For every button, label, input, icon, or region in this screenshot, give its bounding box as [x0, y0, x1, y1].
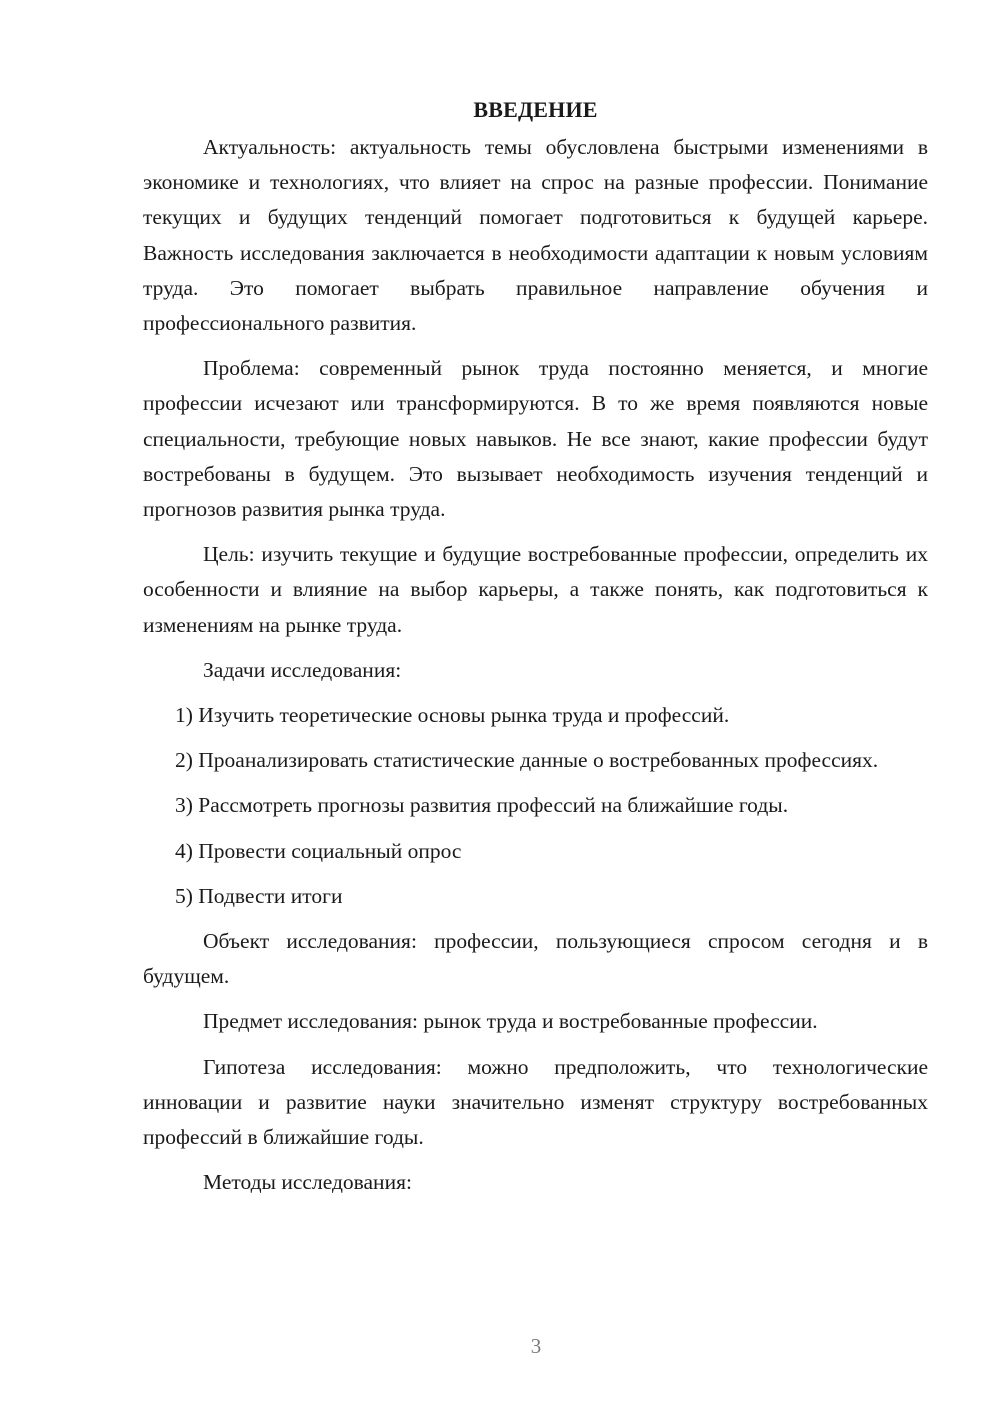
paragraph-problem: Проблема: современный рынок труда постоянно меняется, и многие профессии исчезают или трансформируются. В то же время появляются новые специальности, требующие новых навыков. Не все знают, какие профессии будут востребованы в будущем. Это вызывает необходимость изучения тенденций и прогнозов развития рынка труда. — [143, 356, 928, 522]
paragraph-goal: Цель: изучить текущие и будущие востребованные профессии, определить их особенности и влияние на выбор карьеры, а также понять, как подготовиться к изменениям на рынке труда. — [143, 542, 928, 637]
task-item-3: 3) Рассмотреть прогнозы развития профессий на ближайшие годы. — [175, 793, 789, 818]
paragraph-relevance: Актуальность: актуальность темы обусловлена быстрыми изменениями в экономике и технологиях, что влияет на спрос на разные профессии. Понимание текущих и будущих тенденций помогает подготовиться к будущей карьере. Важность исследования заключается в необходимости адаптации к новым условиям труда. Это помогает выбрать правильное направление обучения и профессионального развития. — [143, 135, 928, 336]
page-number: 3 — [530, 1334, 542, 1358]
paragraph-object: Объект исследования: профессии, пользующиеся спросом сегодня и в будущем. — [143, 929, 928, 989]
paragraph-tasks-heading: Задачи исследования: — [203, 657, 402, 682]
paragraph-methods: Методы исследования: — [203, 1170, 412, 1195]
document-page — [143, 92, 928, 1210]
page-title: ВВЕДЕНИЕ — [473, 97, 598, 122]
task-item-1: 1) Изучить теоретические основы рынка труда и профессий. — [175, 703, 730, 728]
task-item-5: 5) Подвести итоги — [175, 883, 343, 908]
paragraph-hypothesis: Гипотеза исследования: можно предположить, что технологические инновации и развитие науки значительно изменят структуру востребованных профессий в ближайшие годы. — [143, 1054, 928, 1150]
task-item-2: 2) Проанализировать статистические данные о востребованных профессиях. — [175, 748, 879, 773]
paragraph-subject: Предмет исследования: рынок труда и востребованные профессии. — [203, 1009, 818, 1034]
task-item-4: 4) Провести социальный опрос — [175, 838, 462, 863]
